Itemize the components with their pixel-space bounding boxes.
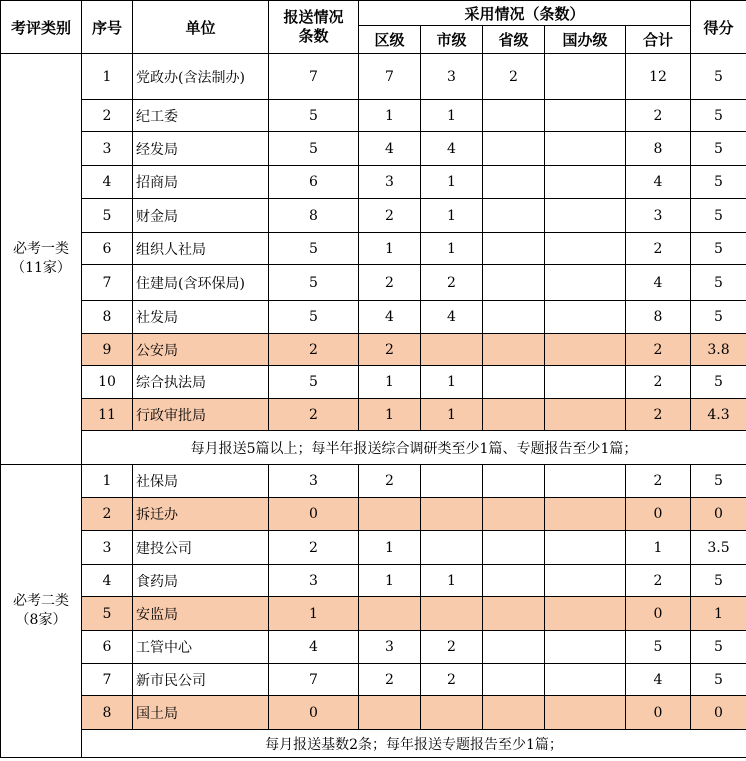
category-label: 必考一类 [13,241,69,257]
row-district: 4 [359,301,421,334]
row-unit: 党政办(含法制办) [133,54,269,100]
row-score: 0 [691,696,746,730]
row-state-office [545,664,626,696]
row-state-office [545,565,626,597]
row-score: 0 [691,498,746,531]
table-row [1,565,746,597]
table-row [1,132,746,166]
row-state-office [545,597,626,631]
row-district: 2 [359,199,421,233]
row-total: 0 [626,498,691,531]
row-submitted: 2 [269,531,359,565]
table-row [1,233,746,265]
row-city [421,334,483,366]
header-seq: 序号 [82,1,133,54]
category-cell [1,54,82,465]
row-seq: 6 [82,631,133,664]
row-province [483,366,545,399]
row-city: 1 [421,100,483,132]
table-row [1,334,746,366]
table-row [1,498,746,531]
row-state-office [545,399,626,431]
row-province [483,465,545,498]
row-state-office [545,498,626,531]
row-province [483,399,545,431]
row-total: 2 [626,334,691,366]
row-city: 1 [421,366,483,399]
row-unit: 拆迁办 [133,498,269,531]
table-row [1,664,746,696]
row-city [421,696,483,730]
row-score: 5 [691,100,746,132]
row-total: 4 [626,664,691,696]
row-score: 5 [691,199,746,233]
row-state-office [545,100,626,132]
row-unit: 综合执法局 [133,366,269,399]
row-unit: 公安局 [133,334,269,366]
row-district [359,498,421,531]
table-row [1,631,746,664]
row-province [483,597,545,631]
row-state-office [545,366,626,399]
row-score: 4.3 [691,399,746,431]
header-city: 市级 [421,26,483,54]
row-district: 4 [359,132,421,166]
row-unit: 纪工委 [133,100,269,132]
row-unit: 工管中心 [133,631,269,664]
row-district: 1 [359,399,421,431]
row-city: 1 [421,199,483,233]
row-total: 2 [626,465,691,498]
row-seq: 8 [82,696,133,730]
row-total: 12 [626,54,691,100]
category-count: （8家） [15,612,67,628]
row-province [483,199,545,233]
row-province: 2 [483,54,545,100]
row-district [359,696,421,730]
row-score: 5 [691,664,746,696]
row-unit: 住建局(含环保局) [133,265,269,301]
row-total: 2 [626,565,691,597]
row-city [421,531,483,565]
row-score: 5 [691,132,746,166]
row-city: 4 [421,132,483,166]
row-total: 5 [626,631,691,664]
header-state-office: 国办级 [545,26,626,54]
row-unit: 招商局 [133,166,269,199]
row-unit: 食药局 [133,565,269,597]
row-seq: 9 [82,334,133,366]
row-province [483,631,545,664]
row-score: 3.5 [691,531,746,565]
row-city: 3 [421,54,483,100]
row-submitted: 5 [269,132,359,166]
row-unit: 组织人社局 [133,233,269,265]
row-submitted: 5 [269,233,359,265]
row-city: 1 [421,565,483,597]
row-total: 2 [626,366,691,399]
row-submitted: 2 [269,399,359,431]
group-note: 每月报送5篇以上；每半年报送综合调研类至少1篇、专题报告至少1篇； [82,431,746,465]
table-row [1,265,746,301]
row-unit: 财金局 [133,199,269,233]
row-unit: 新市民公司 [133,664,269,696]
row-total: 8 [626,301,691,334]
row-score: 5 [691,166,746,199]
row-district: 1 [359,366,421,399]
row-seq: 5 [82,597,133,631]
row-score: 5 [691,265,746,301]
row-submitted: 5 [269,265,359,301]
table-row [1,366,746,399]
table-row [1,465,746,498]
category-cell [1,465,82,758]
row-province [483,301,545,334]
row-district: 7 [359,54,421,100]
row-seq: 7 [82,265,133,301]
row-total: 4 [626,265,691,301]
table-row [1,597,746,631]
row-province [483,100,545,132]
row-state-office [545,265,626,301]
header-province: 省级 [483,26,545,54]
row-score: 3.8 [691,334,746,366]
row-city [421,465,483,498]
row-province [483,166,545,199]
row-unit: 安监局 [133,597,269,631]
row-submitted: 7 [269,664,359,696]
table-row [1,199,746,233]
row-district: 3 [359,631,421,664]
row-district: 3 [359,166,421,199]
row-district: 2 [359,265,421,301]
row-submitted: 0 [269,498,359,531]
row-submitted: 6 [269,166,359,199]
row-seq: 3 [82,531,133,565]
row-province [483,233,545,265]
row-seq: 6 [82,233,133,265]
row-submitted: 8 [269,199,359,233]
table-body [1,54,746,758]
row-state-office [545,696,626,730]
table-row [1,301,746,334]
row-seq: 7 [82,664,133,696]
row-city: 1 [421,166,483,199]
row-score: 5 [691,301,746,334]
header-score: 得分 [691,1,746,54]
header-unit: 单位 [133,1,269,54]
note-row [1,431,746,465]
category-count: （11家） [11,260,71,276]
row-state-office [545,465,626,498]
row-submitted: 1 [269,597,359,631]
row-state-office [545,132,626,166]
row-province [483,696,545,730]
row-total: 2 [626,399,691,431]
row-province [483,664,545,696]
header-adoption: 采用情况（条数） [359,1,691,26]
row-submitted: 3 [269,565,359,597]
row-district: 2 [359,334,421,366]
row-city [421,498,483,531]
table-row [1,696,746,730]
table-row [1,531,746,565]
row-submitted: 5 [269,366,359,399]
header-district: 区级 [359,26,421,54]
row-total: 1 [626,531,691,565]
row-score: 5 [691,465,746,498]
row-score: 5 [691,366,746,399]
row-seq: 11 [82,399,133,431]
row-district: 2 [359,465,421,498]
row-score: 5 [691,631,746,664]
header-total: 合计 [626,26,691,54]
row-submitted: 5 [269,100,359,132]
table-row [1,100,746,132]
row-total: 0 [626,597,691,631]
row-province [483,498,545,531]
row-unit: 社发局 [133,301,269,334]
row-state-office [545,334,626,366]
row-city: 1 [421,233,483,265]
row-seq: 4 [82,166,133,199]
row-city: 4 [421,301,483,334]
row-district: 1 [359,100,421,132]
row-seq: 1 [82,54,133,100]
row-district: 1 [359,531,421,565]
row-total: 8 [626,132,691,166]
row-unit: 社保局 [133,465,269,498]
row-unit: 经发局 [133,132,269,166]
row-score: 1 [691,597,746,631]
row-total: 2 [626,100,691,132]
row-unit: 建投公司 [133,531,269,565]
row-province [483,132,545,166]
header-category: 考评类别 [1,1,82,54]
row-submitted: 2 [269,334,359,366]
table-row [1,399,746,431]
row-seq: 4 [82,565,133,597]
row-state-office [545,631,626,664]
row-province [483,565,545,597]
row-unit: 国土局 [133,696,269,730]
row-city: 2 [421,631,483,664]
row-seq: 8 [82,301,133,334]
row-score: 5 [691,54,746,100]
row-province [483,334,545,366]
row-district: 1 [359,565,421,597]
row-city: 2 [421,265,483,301]
note-row [1,730,746,758]
row-seq: 10 [82,366,133,399]
row-seq: 1 [82,465,133,498]
row-seq: 2 [82,100,133,132]
row-district: 2 [359,664,421,696]
header-submitted-label: 报送情况条数 [283,8,344,45]
table-row [1,54,746,100]
row-state-office [545,199,626,233]
row-total: 3 [626,199,691,233]
table-row [1,166,746,199]
row-city [421,597,483,631]
row-district: 1 [359,233,421,265]
row-state-office [545,233,626,265]
row-province [483,265,545,301]
row-score: 5 [691,233,746,265]
row-seq: 3 [82,132,133,166]
row-district [359,597,421,631]
row-city: 1 [421,399,483,431]
row-city: 2 [421,664,483,696]
row-submitted: 5 [269,301,359,334]
row-state-office [545,166,626,199]
row-total: 4 [626,166,691,199]
row-total: 0 [626,696,691,730]
row-submitted: 0 [269,696,359,730]
row-province [483,531,545,565]
row-submitted: 7 [269,54,359,100]
row-seq: 5 [82,199,133,233]
row-seq: 2 [82,498,133,531]
row-score: 5 [691,565,746,597]
category-label: 必考二类 [13,593,69,609]
row-total: 2 [626,233,691,265]
group-note: 每月报送基数2条；每年报送专题报告至少1篇； [82,730,746,758]
row-submitted: 4 [269,631,359,664]
row-state-office [545,54,626,100]
row-unit: 行政审批局 [133,399,269,431]
row-state-office [545,531,626,565]
header-submitted [269,1,359,54]
row-state-office [545,301,626,334]
row-submitted: 3 [269,465,359,498]
